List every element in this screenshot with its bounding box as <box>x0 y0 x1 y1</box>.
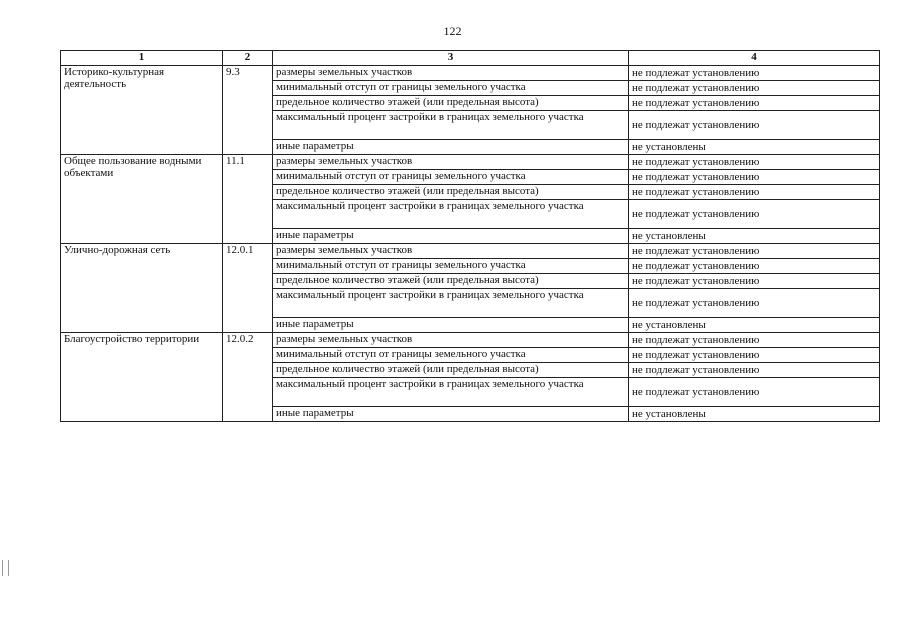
land-use-parameters-table <box>60 50 880 422</box>
column-header: 3 <box>273 51 629 66</box>
parameter-name: предельное количество этажей (или предельная высота) <box>273 274 629 289</box>
parameter-value: не подлежат установлению <box>629 170 880 185</box>
parameter-value: не установлены <box>629 407 880 422</box>
column-header: 2 <box>223 51 273 66</box>
parameter-value: не подлежат установлению <box>629 289 880 318</box>
table-row <box>61 244 880 259</box>
table-row <box>61 155 880 170</box>
use-type-code: 12.0.2 <box>223 333 273 422</box>
parameter-name: максимальный процент застройки в границах земельного участка <box>273 200 629 229</box>
parameter-name: иные параметры <box>273 407 629 422</box>
parameter-name: размеры земельных участков <box>273 155 629 170</box>
parameter-value: не подлежат установлению <box>629 348 880 363</box>
parameter-name: размеры земельных участков <box>273 66 629 81</box>
parameter-value: не установлены <box>629 140 880 155</box>
parameter-name: максимальный процент застройки в границах земельного участка <box>273 378 629 407</box>
parameter-value: не установлены <box>629 229 880 244</box>
table-body <box>61 66 880 422</box>
parameter-value: не подлежат установлению <box>629 378 880 407</box>
parameter-name: иные параметры <box>273 229 629 244</box>
parameter-value: не подлежат установлению <box>629 259 880 274</box>
parameter-name: предельное количество этажей (или предельная высота) <box>273 363 629 378</box>
parameter-name: максимальный процент застройки в границах земельного участка <box>273 111 629 140</box>
parameter-name: иные параметры <box>273 140 629 155</box>
parameter-value: не установлены <box>629 318 880 333</box>
use-type-code: 11.1 <box>223 155 273 244</box>
column-header: 4 <box>629 51 880 66</box>
parameter-name: максимальный процент застройки в границах земельного участка <box>273 289 629 318</box>
parameter-name: минимальный отступ от границы земельного участка <box>273 259 629 274</box>
parameter-value: не подлежат установлению <box>629 333 880 348</box>
use-type-name: Улично-дорожная сеть <box>61 244 223 333</box>
table-row <box>61 66 880 81</box>
column-header: 1 <box>61 51 223 66</box>
table-header-row <box>61 51 880 66</box>
parameter-name: предельное количество этажей (или предельная высота) <box>273 185 629 200</box>
parameter-value: не подлежат установлению <box>629 96 880 111</box>
use-type-name: Общее пользование водными объектами <box>61 155 223 244</box>
parameter-name: минимальный отступ от границы земельного участка <box>273 348 629 363</box>
parameter-name: предельное количество этажей (или предельная высота) <box>273 96 629 111</box>
parameter-name: иные параметры <box>273 318 629 333</box>
use-type-name: Благоустройство территории <box>61 333 223 422</box>
parameter-value: не подлежат установлению <box>629 185 880 200</box>
parameter-value: не подлежат установлению <box>629 244 880 259</box>
parameter-name: минимальный отступ от границы земельного участка <box>273 170 629 185</box>
use-type-code: 9.3 <box>223 66 273 155</box>
parameter-value: не подлежат установлению <box>629 66 880 81</box>
parameter-value: не подлежат установлению <box>629 274 880 289</box>
use-type-code: 12.0.1 <box>223 244 273 333</box>
parameter-value: не подлежат установлению <box>629 81 880 96</box>
parameter-value: не подлежат установлению <box>629 155 880 170</box>
page-number: 122 <box>443 24 462 38</box>
parameter-value: не подлежат установлению <box>629 363 880 378</box>
table-row <box>61 333 880 348</box>
parameter-name: минимальный отступ от границы земельного участка <box>273 81 629 96</box>
parameter-name: размеры земельных участков <box>273 333 629 348</box>
parameter-name: размеры земельных участков <box>273 244 629 259</box>
scan-margin-mark <box>2 560 9 576</box>
parameter-value: не подлежат установлению <box>629 200 880 229</box>
parameter-value: не подлежат установлению <box>629 111 880 140</box>
use-type-name: Историко-культурная деятельность <box>61 66 223 155</box>
